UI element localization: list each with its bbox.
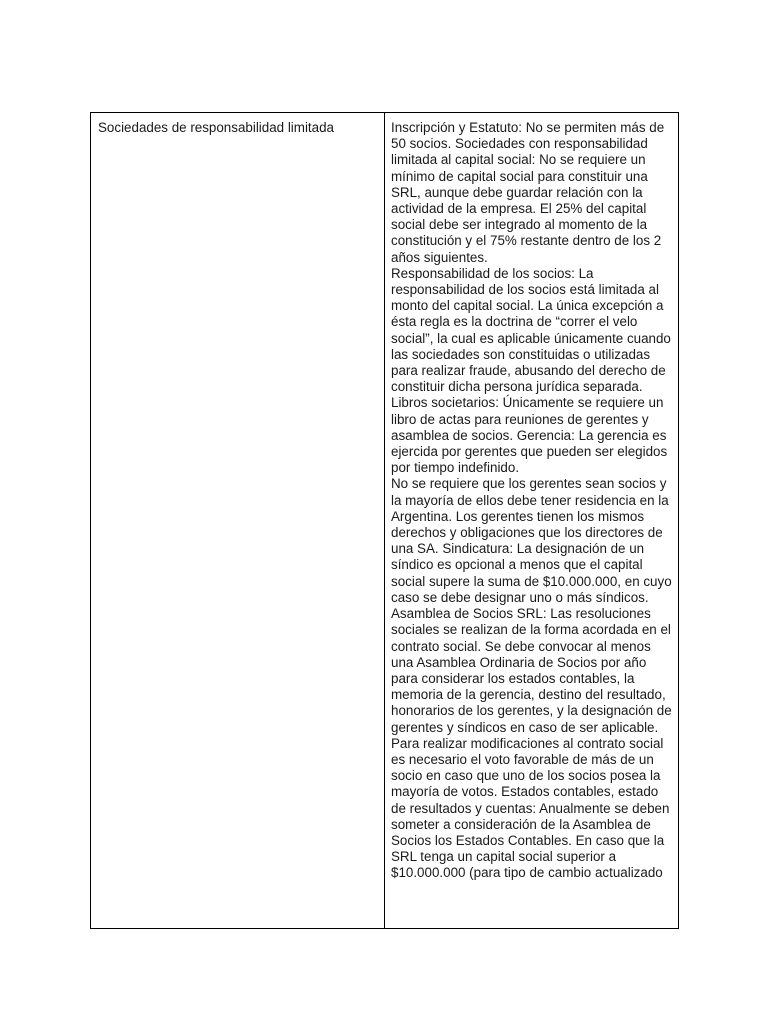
table-cell-company-type (91, 113, 385, 928)
description-paragraph: No se requiere que los gerentes sean socios y la mayoría de ellos debe tener residencia en la Argentina. Los gerentes tienen los mismos derechos y obligaciones que los directores de una SA. Sindicatura: La designación de un síndico es opcional a menos que el capital social supere la suma de $10.000.000, en cuyo caso se debe designar uno o más síndicos. (391, 476, 672, 605)
description-paragraph: Asamblea de Socios SRL: Las resoluciones sociales se realizan de la forma acordada en el contrato social. Se debe convocar al menos una Asamblea Ordinaria de Socios por año para considerar los estados contables, la memoria de la gerencia, destino del resultado, honorarios de los gerentes, y la designación de gerentes y síndicos en caso de ser aplicable. Para realizar modificaciones al contrato social es necesario el voto favorable de más de un socio en caso que uno de los socios posea la mayoría de votos. Estados contables, estado de resultados y cuentas: Anualmente se deben someter a consideración de la Asamblea de Socios los Estados Contables. En caso que la SRL tenga un capital social superior a $10.000.000 (para tipo de cambio actualizado (391, 606, 672, 881)
table-cell-description (385, 113, 678, 928)
company-type-text: Sociedades de responsabilidad limitada (98, 120, 334, 135)
description-paragraph: Inscripción y Estatuto: No se permiten más de 50 socios. Sociedades con responsabilidad limitada al capital social: No se requiere un mínimo de capital social para constituir una SRL, aunque debe guardar relación con la actividad de la empresa. El 25% del capital social debe ser integrado al momento de la constitución y el 75% restante dentro de los 2 años siguientes. (391, 120, 665, 265)
content-table (90, 112, 679, 929)
description-paragraph: Responsabilidad de los socios: La responsabilidad de los socios está limitada al monto del capital social. La única excepción a ésta regla es la doctrina de “correr el velo social”, la cual es aplicable únicamente cuando las sociedades son constituidas o utilizadas para realizar fraude, abusando del derecho de constituir dicha persona jurídica separada. Libros societarios: Únicamente se requiere un libro de actas para reuniones de gerentes y asamblea de socios. Gerencia: La gerencia es ejercida por gerentes que pueden ser elegidos por tiempo indefinido. (391, 265, 671, 476)
